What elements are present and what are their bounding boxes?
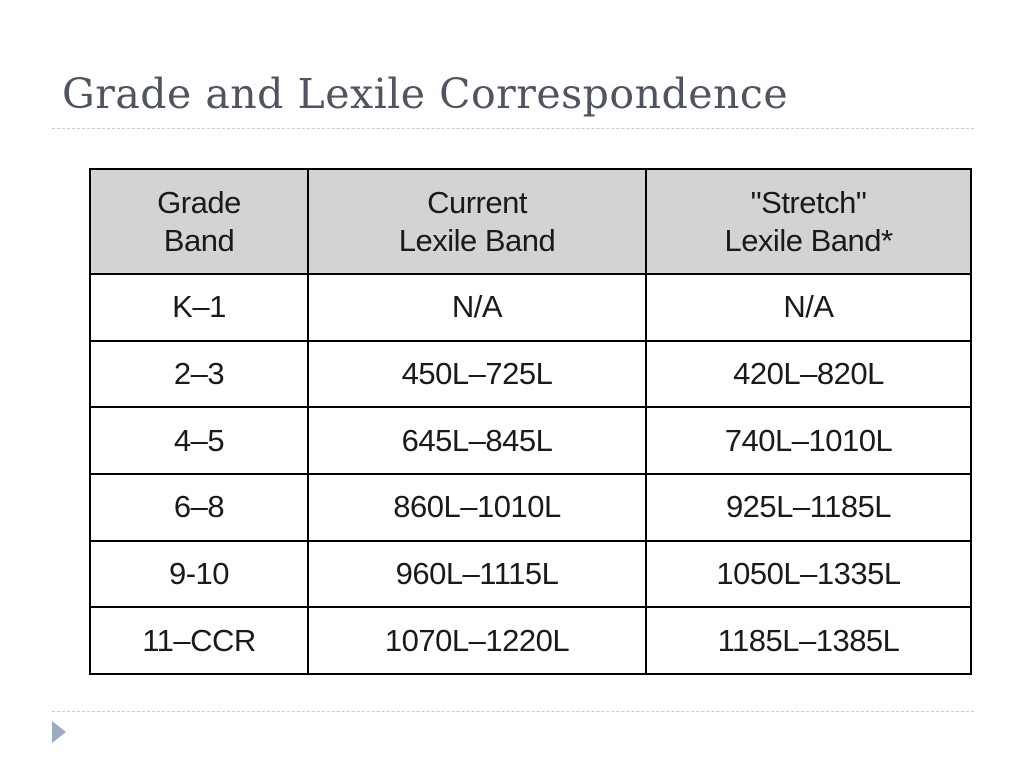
- triangle-bullet-icon: [52, 721, 66, 743]
- lexile-table: [89, 168, 972, 675]
- cell-grade-band: 2–3: [90, 341, 308, 408]
- header-line: "Stretch": [750, 184, 867, 220]
- header-stretch-lexile-band: [646, 169, 971, 274]
- header-line: Band: [163, 222, 235, 258]
- footer-divider: [52, 711, 974, 712]
- cell-stretch-lexile: 740L–1010L: [646, 407, 971, 474]
- cell-current-lexile: 960L–1115L: [308, 541, 646, 608]
- cell-grade-band: 4–5: [90, 407, 308, 474]
- table-row: [90, 607, 971, 674]
- table-header-row: [90, 169, 971, 274]
- cell-grade-band: 9-10: [90, 541, 308, 608]
- table-row: [90, 541, 971, 608]
- table-row: [90, 274, 971, 341]
- cell-stretch-lexile: 1185L–1385L: [646, 607, 971, 674]
- cell-stretch-lexile: N/A: [646, 274, 971, 341]
- cell-current-lexile: 450L–725L: [308, 341, 646, 408]
- header-grade-band: [90, 169, 308, 274]
- cell-stretch-lexile: 420L–820L: [646, 341, 971, 408]
- header-line: Lexile Band*: [724, 222, 893, 258]
- cell-grade-band: 11–CCR: [90, 607, 308, 674]
- slide-title: Grade and Lexile Correspondence: [62, 70, 789, 118]
- cell-grade-band: K–1: [90, 274, 308, 341]
- cell-grade-band: 6–8: [90, 474, 308, 541]
- cell-current-lexile: 1070L–1220L: [308, 607, 646, 674]
- table-row: [90, 474, 971, 541]
- header-line: Lexile Band: [398, 222, 556, 258]
- cell-current-lexile: 860L–1010L: [308, 474, 646, 541]
- cell-stretch-lexile: 925L–1185L: [646, 474, 971, 541]
- cell-current-lexile: 645L–845L: [308, 407, 646, 474]
- table-row: [90, 341, 971, 408]
- title-divider: [52, 128, 974, 129]
- header-current-lexile-band: [308, 169, 646, 274]
- header-line: Grade: [157, 184, 241, 220]
- lexile-table-container: [89, 168, 970, 675]
- cell-stretch-lexile: 1050L–1335L: [646, 541, 971, 608]
- cell-current-lexile: N/A: [308, 274, 646, 341]
- table-row: [90, 407, 971, 474]
- header-line: Current: [427, 184, 527, 220]
